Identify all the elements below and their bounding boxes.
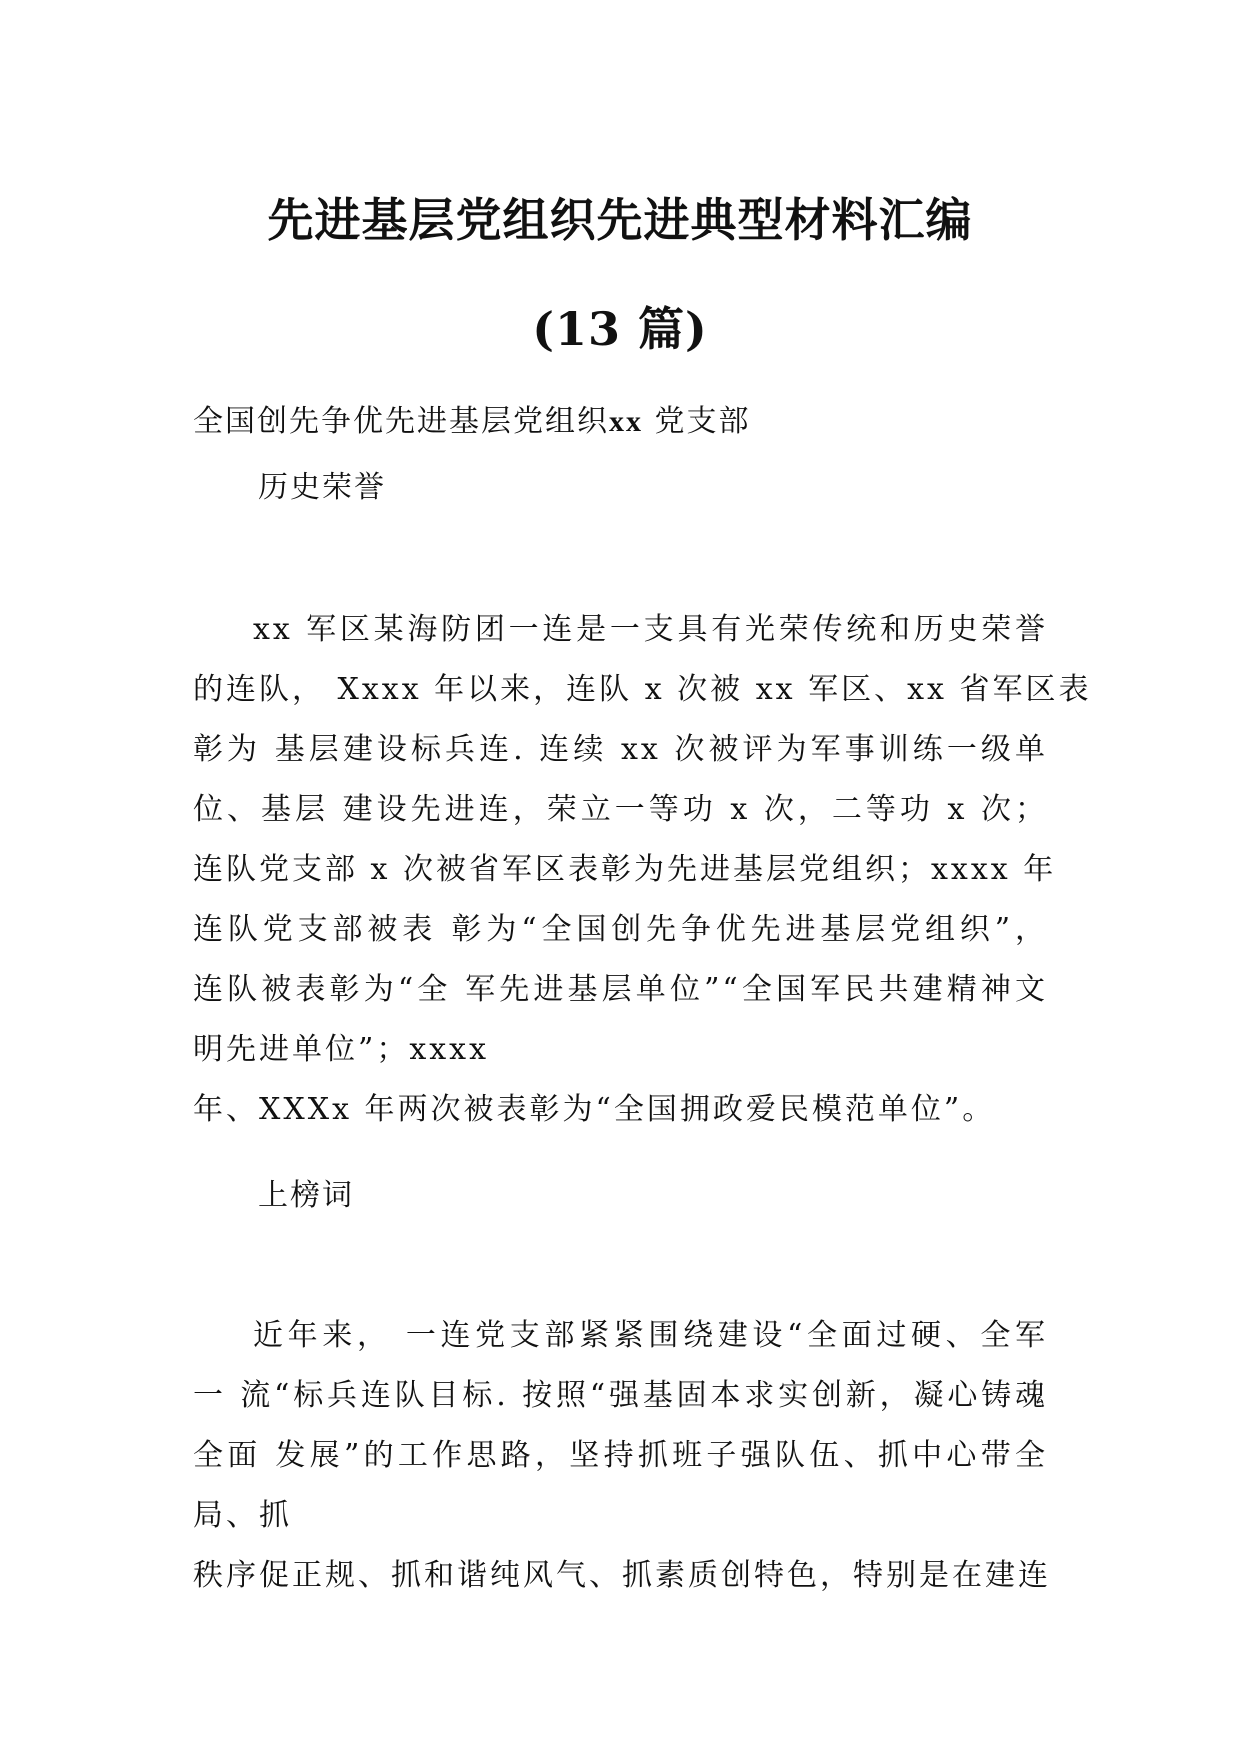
- paragraph-line: 连队党支部被表 彰为“全国创先争优先进基层党组织”，: [193, 912, 1048, 947]
- honor-paragraph: [193, 600, 1092, 1140]
- section-heading-citation: 上榜词: [258, 1178, 354, 1213]
- document-title: 先进基层党组织先进典型材料汇编: [267, 193, 973, 247]
- paragraph-line: 彰为 基层建设标兵连. 连续 xx 次被评为军事训练一级单: [193, 732, 1048, 767]
- paragraph-line: 局、抓: [193, 1498, 292, 1533]
- paragraph-line: 的连队， Xxxx 年以来，连队 x 次被 xx 军区、xx 省军区表: [193, 672, 1092, 707]
- organization-line: [193, 402, 751, 442]
- paragraph-line: 连队党支部 x 次被省军区表彰为先进基层党组织；xxxx 年: [193, 852, 1057, 887]
- org-line-suffix: 党支部: [643, 404, 751, 439]
- paragraph-line: 位、基层 建设先进连，荣立一等功 x 次，二等功 x 次；: [193, 792, 1048, 827]
- citation-paragraph: [193, 1306, 1051, 1606]
- document-subtitle: (13 篇): [532, 302, 708, 356]
- section-heading-honor: 历史荣誉: [258, 470, 386, 505]
- paragraph-line: 明先进单位”；xxxx: [193, 1032, 490, 1067]
- org-line-bold: xx: [609, 405, 643, 438]
- paragraph-line: 一 流“标兵连队目标. 按照“强基固本求实创新，凝心铸魂: [193, 1378, 1048, 1413]
- paragraph-line: 年、XXXx 年两次被表彰为“全国拥政爱民模范单位”。: [193, 1092, 996, 1127]
- org-line-prefix: 全国创先争优先进基层党组织: [193, 404, 609, 439]
- paragraph-line: 秩序促正规、抓和谐纯风气、抓素质创特色，特别是在建连: [193, 1558, 1051, 1593]
- paragraph-line: 全面 发展”的工作思路，坚持抓班子强队伍、抓中心带全: [193, 1438, 1048, 1473]
- paragraph-line: 连队被表彰为“全 军先进基层单位”“全国军民共建精神文: [193, 972, 1048, 1007]
- paragraph-line: xx 军区某海防团一连是一支具有光荣传统和历史荣誉: [253, 612, 1048, 647]
- paragraph-line: 近年来， 一连党支部紧紧围绕建设“全面过硬、全军: [253, 1318, 1048, 1353]
